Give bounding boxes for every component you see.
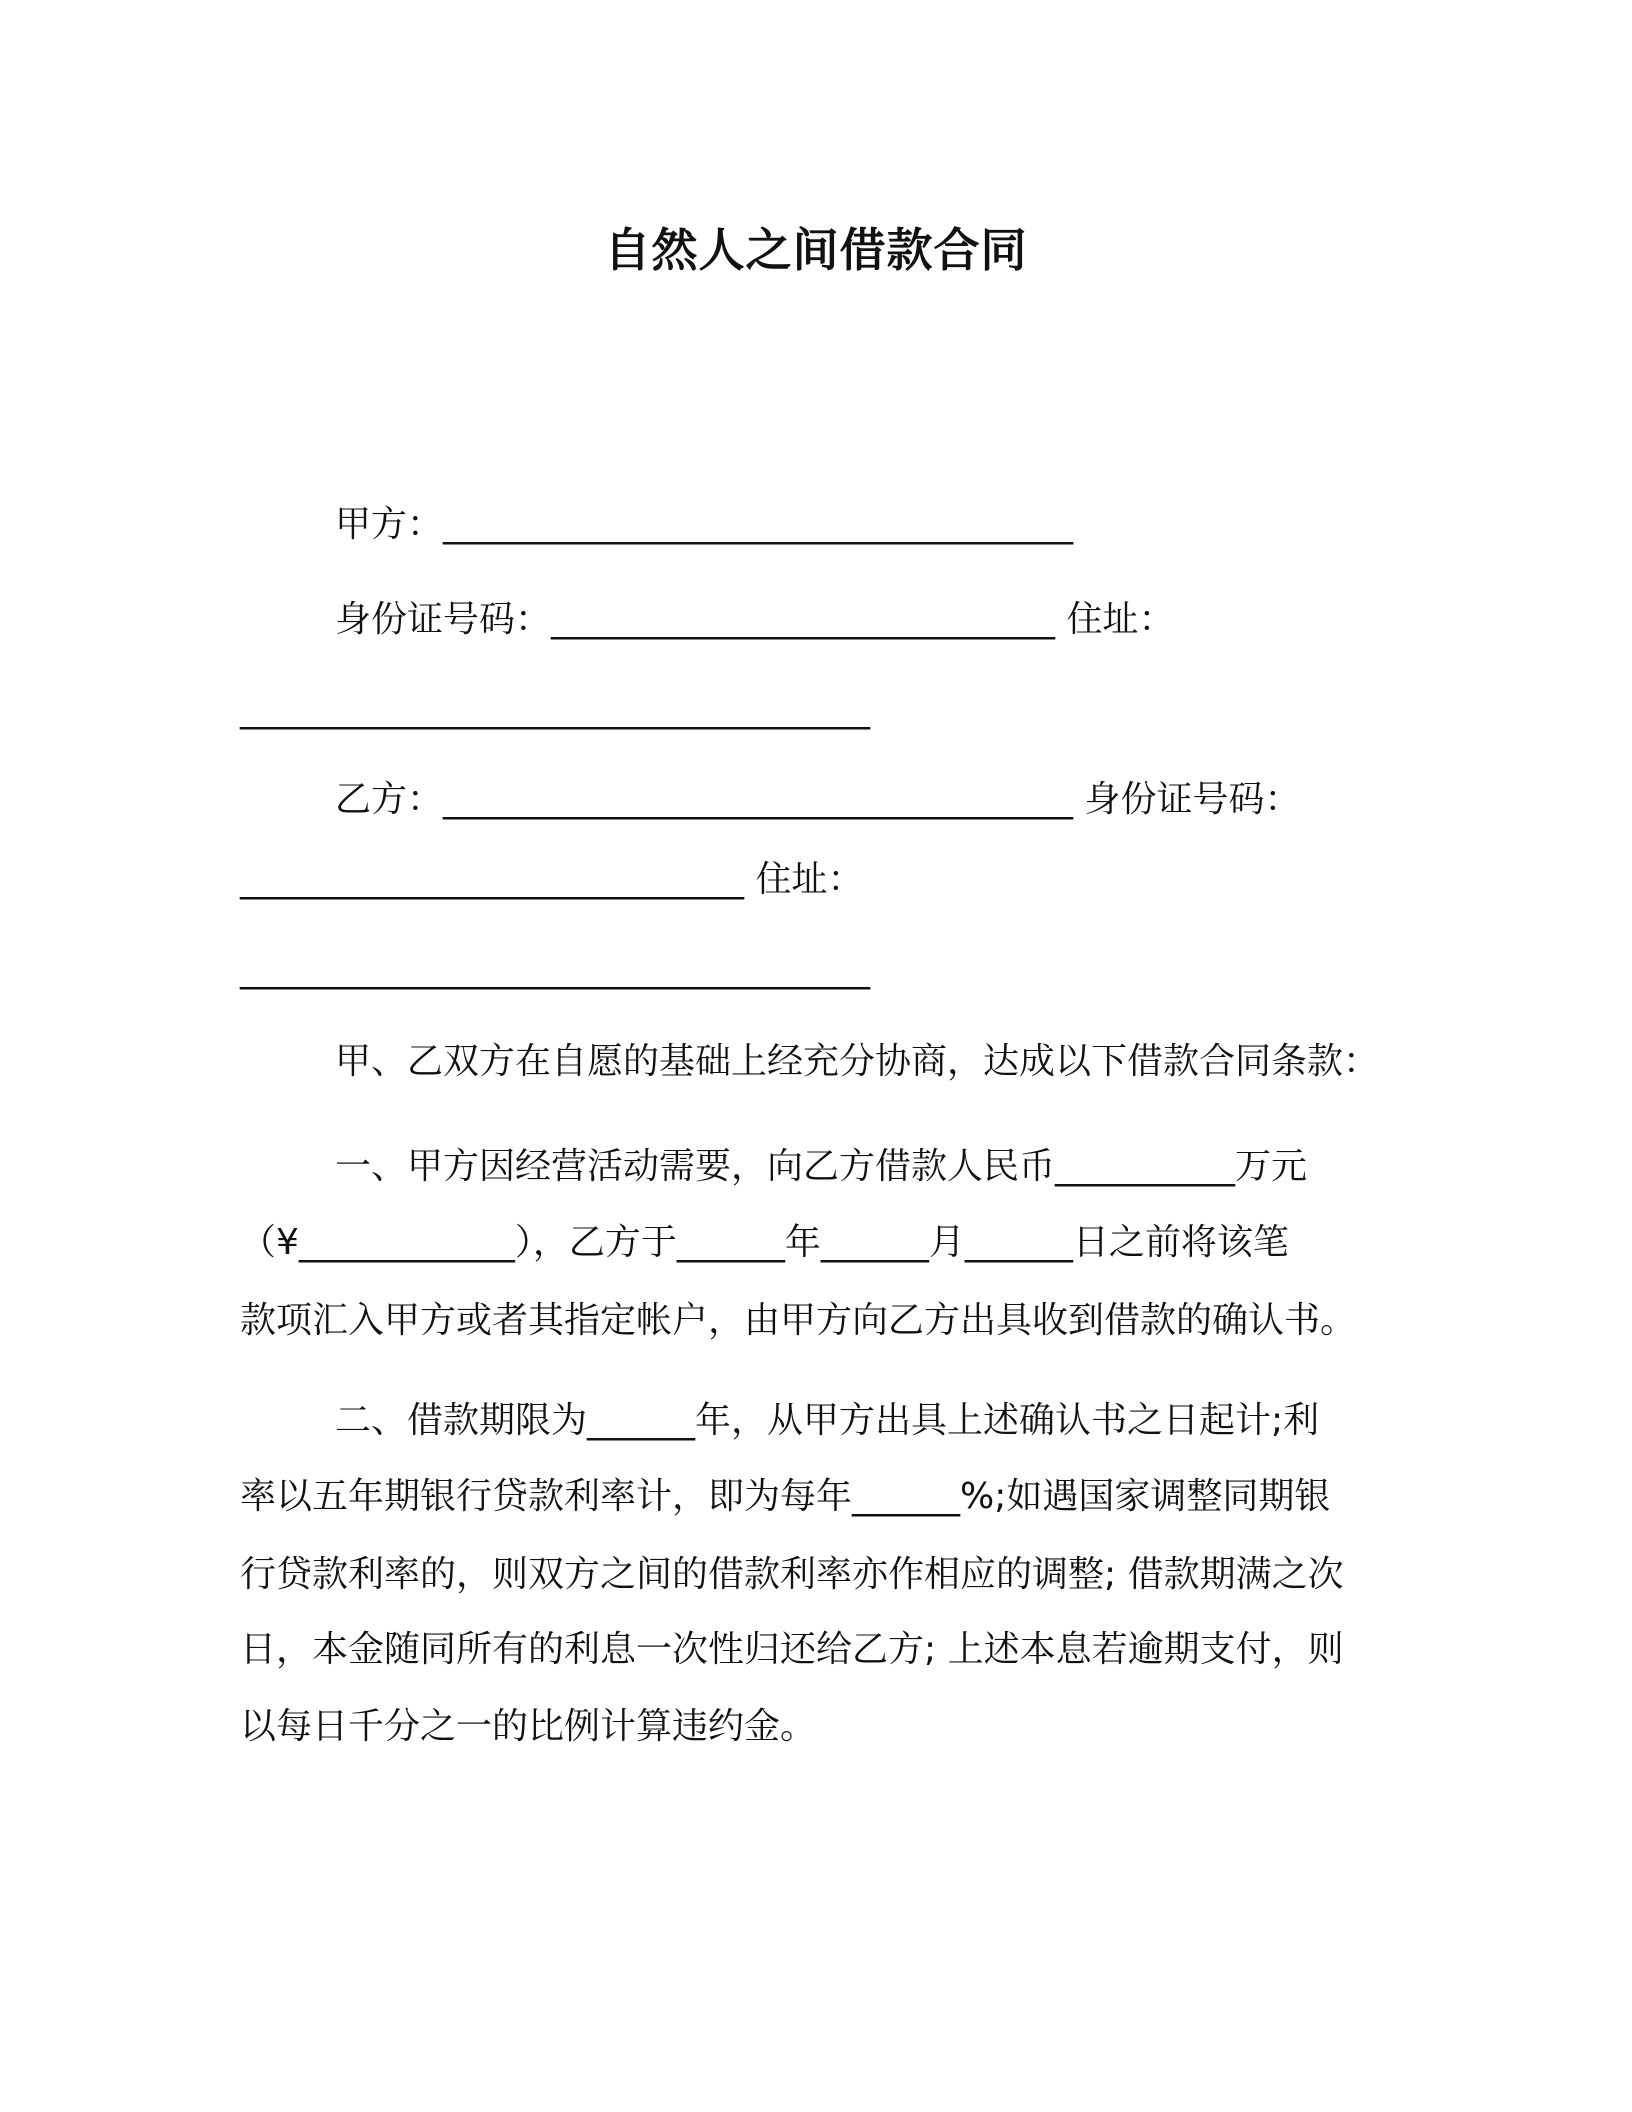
document-title: 自然人之间借款合同 — [604, 223, 1028, 277]
clause-2-line-3: 行贷款利率的，则双方之间的借款利率亦作相应的调整; 借款期满之次 — [240, 1554, 1344, 1595]
party-b-line: 乙方：___________________________________ 身份证号码： — [335, 779, 1301, 820]
clause-2-line-2: 率以五年期银行贷款利率计，即为每年______%;如遇国家调整同期银 — [240, 1476, 1331, 1517]
clause-2-line-1: 二、借款期限为______年，从甲方出具上述确认书之日起计;利 — [335, 1400, 1320, 1441]
clause-2-line-5: 以每日千分之一的比例计算违约金。 — [240, 1706, 817, 1747]
party-a-line: 甲方：___________________________________ — [335, 504, 1074, 545]
clause-1-line-2: （¥____________），乙方于______年______月______日之前将该笔 — [240, 1222, 1289, 1263]
party-a-id-line: 身份证号码：____________________________ 住址： — [335, 599, 1175, 640]
clause-1-line-1: 一、甲方因经营活动需要，向乙方借款人民币__________万元 — [335, 1146, 1308, 1187]
preamble-line: 甲、乙双方在自愿的基础上经充分协商，达成以下借款合同条款： — [335, 1041, 1380, 1082]
party-a-address-line: ___________________________________ — [240, 689, 870, 730]
party-b-id-line: ____________________________ 住址： — [240, 859, 864, 900]
clause-1-line-3: 款项汇入甲方或者其指定帐户，由甲方向乙方出具收到借款的确认书。 — [240, 1300, 1357, 1341]
party-b-address-line: ___________________________________ — [240, 949, 870, 990]
clause-2-line-4: 日，本金随同所有的利息一次性归还给乙方; 上述本息若逾期支付，则 — [240, 1629, 1344, 1670]
